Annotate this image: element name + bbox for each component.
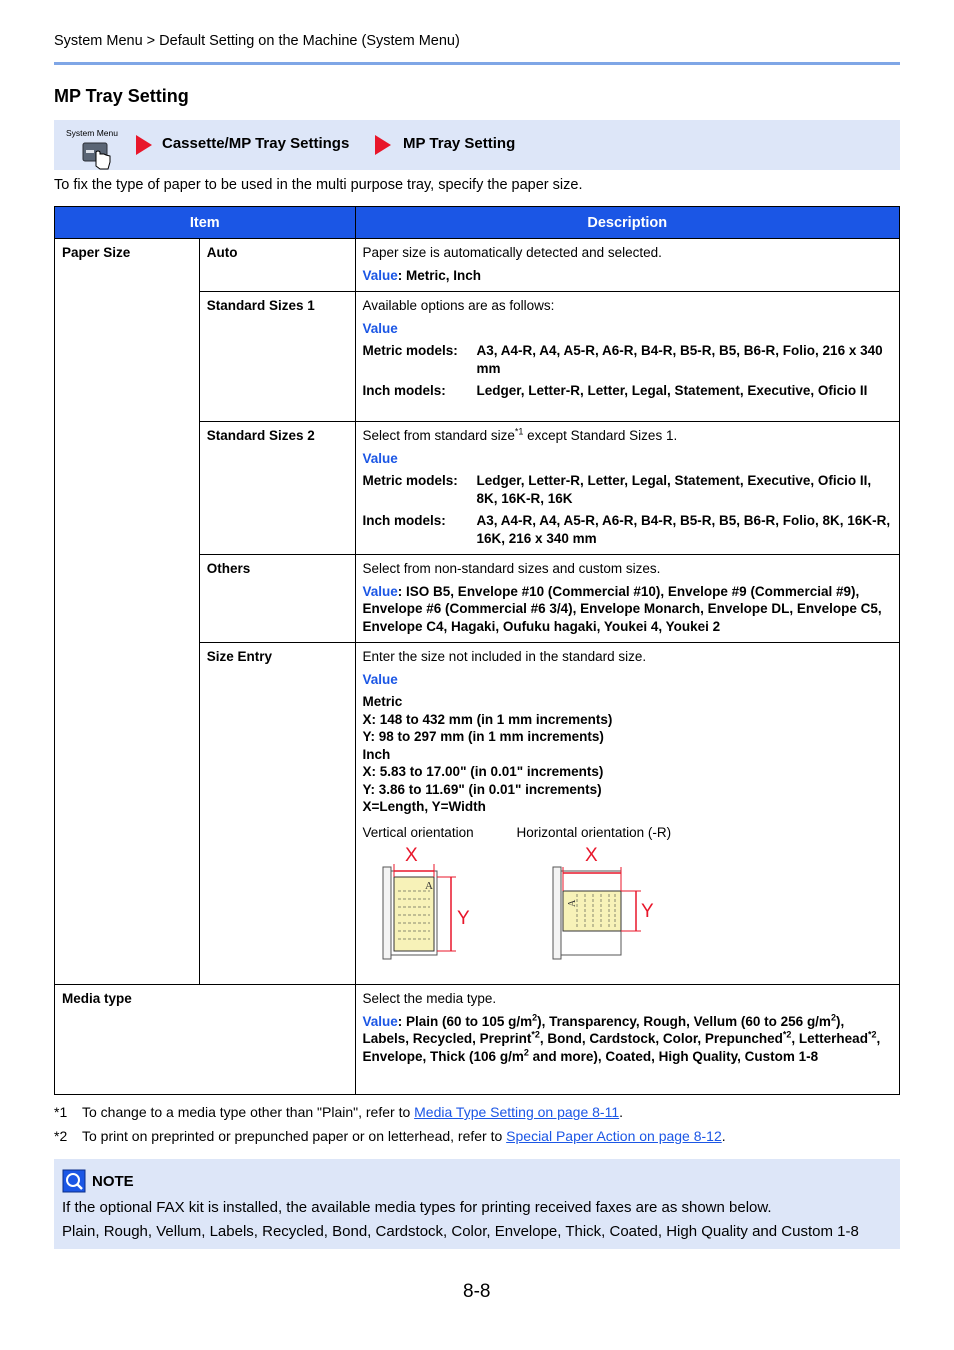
footnote-text: To print on preprinted or prepunched paper or on letterhead, refer to Special Paper Action on page 8-12. [82,1127,726,1144]
subitem-auto: Auto [199,239,355,292]
inch-heading: Inch [362,746,391,762]
media-type-setting-link[interactable]: Media Type Setting on page 8-11 [414,1104,620,1120]
value-label: Value [362,267,398,283]
subitem-size-entry: Size Entry [199,643,355,985]
horizontal-orientation-label: Horizontal orientation (-R) [516,824,672,840]
footnote-mark: *2 [54,1127,68,1144]
metric-x-range: X: 148 to 432 mm (in 1 mm increments) [362,711,613,727]
orientation-diagram [363,847,892,977]
description-text: Paper size is automatically detected and selected. [362,245,662,260]
settings-table [54,206,900,1095]
inch-models-values: Ledger, Letter-R, Letter, Legal, Statement, Executive, Oficio II [476,383,868,398]
footnote-text: To change to a media type other than "Plain", refer to Media Type Setting on page 8-11. [82,1104,623,1120]
description-text: Select the media type. [362,991,497,1006]
description-standard-sizes-2 [355,422,899,555]
orientation-diagram-svg [363,847,693,977]
subitem-standard-sizes-2: Standard Sizes 2 [199,422,355,555]
special-paper-action-link[interactable]: Special Paper Action on page 8-12 [506,1127,722,1144]
dimension-label-x: X [404,847,418,866]
footnote-ref-1: *1 [514,426,524,437]
subitem-others: Others [199,555,355,643]
value-label: Value [362,583,398,599]
paper-letter-rotated: A [566,899,578,907]
note-line-2: Plain, Rough, Vellum, Labels, Recycled, Bond, Cardstock, Color, Envelope, Thick, Coated, High Quality and Custom 1-8 [62,1222,859,1240]
value-label: Value [362,320,398,336]
description-text: Select from standard size$^{*1}$ except Standard Sizes 1. [362,426,678,443]
column-header-item: Item [55,207,356,239]
value-text: : ISO B5, Envelope #10 (Commercial #10), Envelope #9 (Commercial #9), Envelope #6 (Commercial #6 3/4), Envelope Monarch, Envelope DL, Envelope C5, Envelope C4, Hagaki, Oufuku hagaki, Youkei 4, Youkei 2 [362,583,882,634]
table-row [55,239,900,292]
paper-letter: A [424,880,433,892]
path-arrow-icon [375,135,391,155]
description-others [355,555,899,643]
item-paper-size: Paper Size [55,239,200,985]
description-size-entry [355,643,899,985]
footnote-ref-2: *2 [782,1029,792,1040]
metric-models-values: A3, A4-R, A4, A5-R, A6-R, B4-R, B5-R, B5, B6-R, Folio, 216 x 340 mm [476,343,883,376]
footnote-mark: *1 [54,1104,68,1120]
system-menu-label: System Menu [66,128,118,138]
note-header [62,1169,892,1193]
inch-models-label: Inch models: [362,383,446,398]
xy-note: X=Length, Y=Width [362,799,486,814]
value-text: : Metric, Inch [397,267,482,283]
description-standard-sizes-1 [355,292,899,422]
inch-models-values: A3, A4-R, A4, A5-R, A6-R, B4-R, B5-R, B5, B6-R, Folio, 8K, 16K-R, 16K, 216 x 340 mm [476,513,891,546]
value-label: Value [362,671,398,687]
system-menu-key [66,128,122,168]
description-text: Enter the size not included in the standard size. [362,649,647,664]
metric-models-values: Ledger, Letter-R, Letter, Legal, Statement, Executive, Oficio II, 8K, 16K-R, 16K [476,473,872,506]
note-icon [62,1169,86,1193]
path-mp-tray-setting: MP Tray Setting [403,135,516,152]
metric-models-label: Metric models: [362,473,458,488]
system-menu-hand-icon [82,142,112,170]
horizontal-tray-figure [553,847,654,959]
table-header-row [55,207,900,239]
dimension-label-y: Y [456,908,470,929]
metric-y-range: Y: 98 to 297 mm (in 1 mm increments) [362,729,604,744]
value-label: Value [362,1013,398,1029]
item-media-type: Media type [55,985,356,1095]
table-row [55,985,900,1095]
subitem-standard-sizes-1: Standard Sizes 1 [199,292,355,422]
path-arrow-icon [136,135,152,155]
dimension-label-y: Y [640,901,654,922]
description-text: Available options are as follows: [362,298,555,313]
vertical-orientation-label: Vertical orientation [362,824,474,840]
column-header-description: Description [355,207,899,239]
dimension-label-x: X [584,847,598,866]
media-type-values: Value: Plain (60 to 105 $g/m^2$), Transparency, Rough, Vellum (60 to 256 $g/m^2$), Labels, Recycled, Preprint$^{*2}$, Bond, Cardstock, Color, Prepunched$^{*2}$, Letterhead$^{*2}$, Envelope, Thick (106 $g/m^2$ and more), Coated, High Quality, Custom 1-8 [362,1012,881,1064]
metric-heading: Metric [362,694,403,709]
navigation-path-bar [54,120,900,170]
path-cassette-mp-tray-settings: Cassette/MP Tray Settings [162,135,350,152]
footnote-2 [54,1125,726,1149]
note-line-1: If the optional FAX kit is installed, the available media types for printing received faxes are as shown below. [62,1199,772,1216]
description-text: Select from non-standard sizes and custom sizes. [362,561,661,576]
note-box [54,1159,900,1249]
footnote-ref-2: *2 [867,1029,877,1040]
vertical-tray-figure [383,847,470,959]
footnote-ref-2: *2 [531,1029,540,1040]
inch-models-label: Inch models: [362,513,446,528]
value-label: Value [362,450,398,466]
description-auto [355,239,899,292]
page-number: 8-8 [463,1281,491,1302]
inch-x-range: X: 5.83 to 17.00" (in 0.01" increments) [362,764,604,779]
page-breadcrumb: System Menu > Default Setting on the Machine (System Menu) [54,33,460,49]
inch-y-range: Y: 3.86 to 11.69" (in 0.01" increments) [362,781,602,797]
metric-models-label: Metric models: [362,343,458,358]
section-title: MP Tray Setting [54,86,189,106]
description-media-type [355,985,899,1095]
footnotes [54,1101,726,1148]
header-rule [54,62,900,65]
footnote-1 [54,1101,726,1125]
note-label: NOTE [92,1172,134,1190]
intro-text: To fix the type of paper to be used in the multi purpose tray, specify the paper size. [54,177,583,193]
